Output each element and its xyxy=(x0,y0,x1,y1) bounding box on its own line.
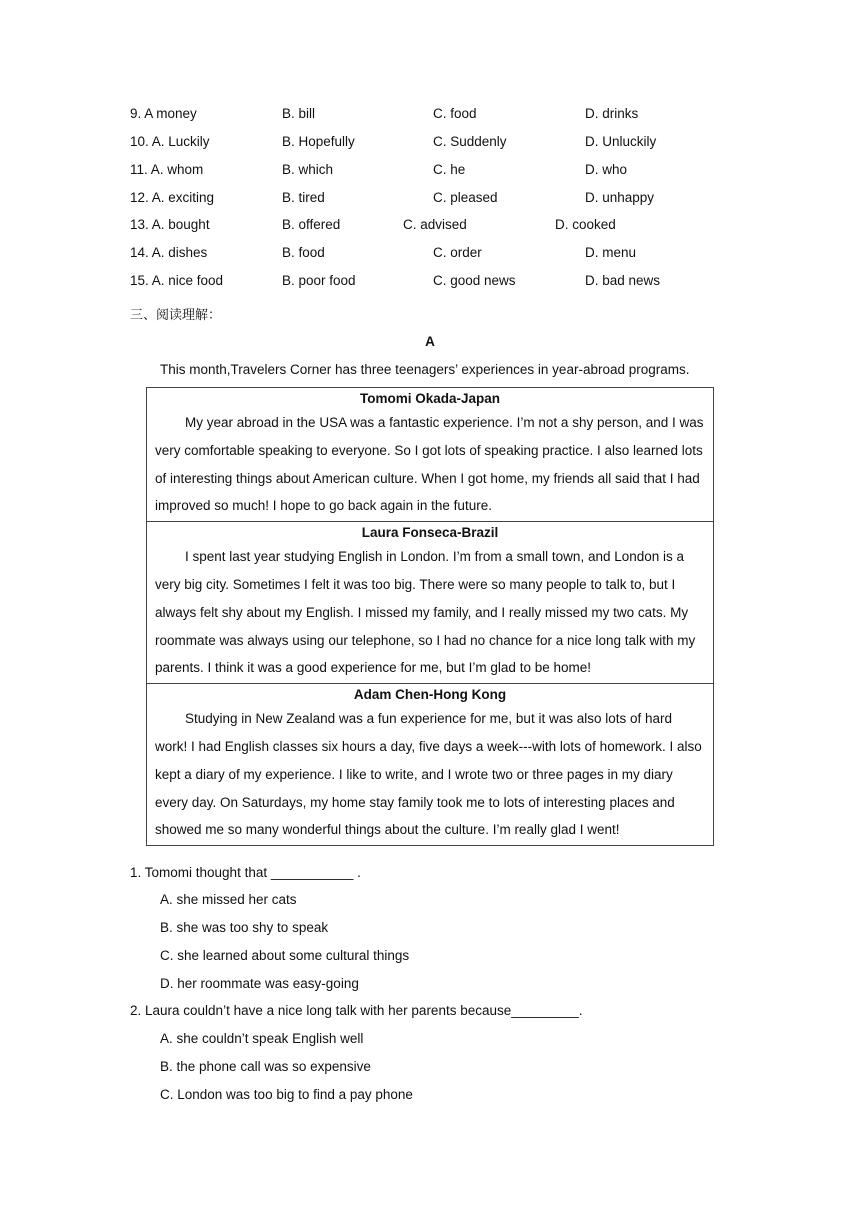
option-d: D. unhappy xyxy=(585,190,655,205)
option-b: B. offered xyxy=(282,217,341,232)
experience-adam xyxy=(147,683,713,845)
question-2-option-c: C. London was too big to find a pay phone xyxy=(160,1087,413,1102)
experience-body: I spent last year studying English in London. I’m from a small town, and London is a very big city. Sometimes I felt it was too big. There were so many people to talk to, but I always felt shy about my English. I missed my family, and I really missed my two cats. My roommate was always using our telephone, so I had no chance for a nice long talk with my parents. I think it was a good experience for me, but I’m glad to be home! xyxy=(155,549,696,676)
question-1-option-c: C. she learned about some cultural things xyxy=(160,948,410,963)
experience-title: Laura Fonseca-Brazil xyxy=(361,525,499,541)
option-b: B. which xyxy=(282,162,334,177)
option-a: 13. A. bought xyxy=(130,217,210,232)
option-b: B. bill xyxy=(282,106,316,121)
question-2-option-a: A. she couldn’t speak English well xyxy=(160,1031,364,1046)
option-c: C. good news xyxy=(433,273,516,288)
experiences-table xyxy=(146,387,714,846)
option-d: D. Unluckily xyxy=(585,134,657,149)
section-heading: 三、阅读理解： xyxy=(130,308,222,323)
question-1-option-d: D. her roommate was easy-going xyxy=(160,976,359,991)
experience-body: My year abroad in the USA was a fantastic experience. I’m not a shy person, and I was very comfortable speaking to everyone. So I got lots of speaking practice. I also learned lots of interesting things about American culture. When I got home, my friends all said that I had improved so much! I hope to go back again in the future. xyxy=(155,415,704,514)
option-a: 9. A money xyxy=(130,106,197,121)
question-1-option-b: B. she was too shy to speak xyxy=(160,920,329,935)
option-b: B. food xyxy=(282,245,325,260)
option-d: D. drinks xyxy=(585,106,639,121)
experience-laura xyxy=(147,521,713,683)
option-a: 14. A. dishes xyxy=(130,245,208,260)
option-c: C. he xyxy=(433,162,466,177)
experience-body: Studying in New Zealand was a fun experience for me, but it was also lots of hard work! I had English classes six hours a day, five days a week---with lots of homework. I also kept a diary of my experience. I like to write, and I wrote two or three pages in my diary every day. On Saturdays, my home stay family took me to lots of interesting places and showed me so many wonderful things about the culture. I’m really glad I went! xyxy=(155,711,702,838)
experience-title: Adam Chen-Hong Kong xyxy=(353,687,507,703)
option-a: 10. A. Luckily xyxy=(130,134,210,149)
option-a: 12. A. exciting xyxy=(130,190,215,205)
option-b: B. tired xyxy=(282,190,325,205)
option-d: D. who xyxy=(585,162,628,177)
option-d: D. bad news xyxy=(585,273,661,288)
option-c: C. Suddenly xyxy=(433,134,507,149)
experience-title: Tomomi Okada-Japan xyxy=(359,391,501,406)
option-d: D. cooked xyxy=(555,217,616,232)
option-b: B. Hopefully xyxy=(282,134,355,149)
option-c: C. advised xyxy=(403,217,467,232)
option-c: C. food xyxy=(433,106,477,121)
option-a: 11. A. whom xyxy=(130,162,204,177)
passage-letter: A xyxy=(425,334,435,349)
passage-intro: This month,Travelers Corner has three teenagers’ experiences in year-abroad programs. xyxy=(160,362,690,377)
option-c: C. pleased xyxy=(433,190,498,205)
option-c: C. order xyxy=(433,245,482,260)
question-1-option-a: A. she missed her cats xyxy=(160,892,297,907)
question-2-stem: 2. Laura couldn’t have a nice long talk with her parents because_________. xyxy=(130,1003,583,1018)
option-b: B. poor food xyxy=(282,273,356,288)
experience-tomomi xyxy=(147,389,713,521)
option-a: 15. A. nice food xyxy=(130,273,224,288)
question-1-stem: 1. Tomomi thought that ___________ . xyxy=(130,865,361,880)
option-d: D. menu xyxy=(585,245,637,260)
question-2-option-b: B. the phone call was so expensive xyxy=(160,1059,371,1074)
